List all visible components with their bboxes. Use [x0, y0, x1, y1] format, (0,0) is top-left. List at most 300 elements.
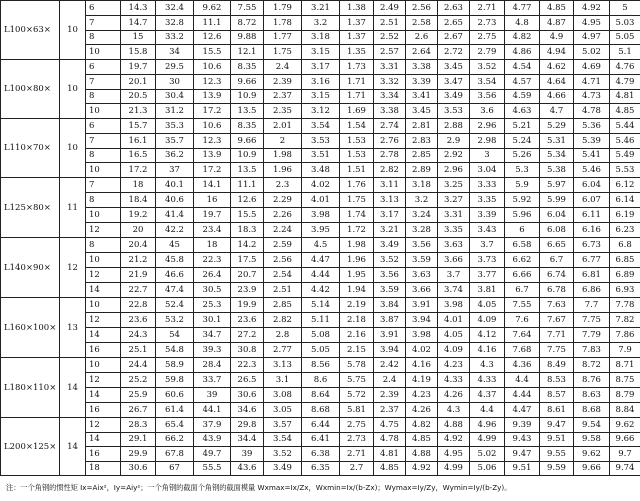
value-cell: 12.3 [194, 74, 231, 89]
value-cell: 25.3 [194, 298, 231, 313]
value-cell: 2.6 [406, 30, 438, 45]
value-cell: 34 [156, 45, 194, 60]
value-cell: 4.81 [374, 447, 406, 462]
value-cell: 3.98 [302, 208, 340, 223]
value-cell: 2.82 [374, 163, 406, 178]
value-cell: 4.82 [406, 418, 438, 433]
value-cell: 4.4 [470, 403, 505, 418]
value-cell: 5.75 [340, 373, 374, 388]
value-cell: 9.55 [540, 447, 574, 462]
table-row [1, 313, 640, 328]
table-row [1, 343, 640, 358]
value-cell: 6.23 [610, 223, 640, 238]
value-cell: 22.3 [194, 253, 231, 268]
value-cell: 7.6 [505, 313, 540, 328]
value-cell: 6.11 [574, 208, 610, 223]
value-cell: 3.38 [374, 104, 406, 119]
value-cell: 4.78 [374, 432, 406, 447]
value-cell: 13.5 [231, 104, 264, 119]
value-cell: 1.75 [340, 193, 374, 208]
value-cell: 10.6 [194, 119, 231, 134]
value-cell: 10.6 [194, 60, 231, 75]
value-cell: 18.4 [121, 193, 156, 208]
value-cell: 7.64 [505, 328, 540, 343]
value-cell: 3.08 [264, 388, 302, 403]
value-cell: 39 [231, 447, 264, 462]
value-cell: 6.58 [505, 238, 540, 253]
value-cell: 3.52 [470, 60, 505, 75]
value-cell: 2.9 [438, 133, 470, 148]
table-row [1, 133, 640, 148]
value-cell: 6.93 [610, 283, 640, 298]
value-cell: 2.71 [340, 447, 374, 462]
value-cell: 2.37 [264, 89, 302, 104]
table-row [1, 208, 640, 223]
table-row [1, 298, 640, 313]
value-cell: 9.43 [505, 432, 540, 447]
value-cell: 3.77 [470, 268, 505, 283]
value-cell: 1.73 [340, 60, 374, 75]
value-cell: 6.85 [610, 253, 640, 268]
value-cell: 3.24 [406, 208, 438, 223]
value-cell: 4.05 [438, 328, 470, 343]
value-cell: 8.53 [540, 373, 574, 388]
value-cell: 3.48 [302, 163, 340, 178]
value-cell: 24.4 [121, 358, 156, 373]
value-cell: 8.84 [610, 403, 640, 418]
value-cell: 3.31 [438, 208, 470, 223]
value-cell: 4.01 [438, 313, 470, 328]
value-cell: 5.97 [540, 178, 574, 193]
value-cell: 4.73 [574, 89, 610, 104]
value-cell: 15.8 [121, 45, 156, 60]
value-cell: 3.1 [264, 373, 302, 388]
value-cell: 29.1 [121, 432, 156, 447]
value-cell: 2.59 [264, 238, 302, 253]
value-cell: 30.4 [156, 89, 194, 104]
thickness-cell: 12 [86, 418, 121, 433]
value-cell: 1.74 [340, 208, 374, 223]
value-cell: 3.66 [438, 253, 470, 268]
table-row [1, 1, 640, 16]
value-cell: 5.92 [505, 193, 540, 208]
value-cell: 4.23 [406, 388, 438, 403]
value-cell: 34.4 [231, 432, 264, 447]
value-cell: 3.51 [302, 148, 340, 163]
thickness-cell: 6 [86, 119, 121, 134]
value-cell: 4.99 [438, 461, 470, 476]
value-cell: 7.75 [574, 313, 610, 328]
value-cell: 1.69 [340, 104, 374, 119]
value-cell: 15 [121, 30, 156, 45]
value-cell: 4.88 [406, 447, 438, 462]
table-row [1, 193, 640, 208]
value-cell: 6.14 [610, 193, 640, 208]
value-cell: 40.6 [156, 193, 194, 208]
value-cell: 21.2 [121, 253, 156, 268]
value-cell: 4.92 [574, 1, 610, 16]
value-cell: 4.64 [540, 74, 574, 89]
value-cell: 7.75 [540, 343, 574, 358]
value-cell: 4.23 [438, 358, 470, 373]
value-cell: 4.37 [470, 388, 505, 403]
value-cell: 7.55 [231, 1, 264, 16]
value-cell: 25.9 [121, 388, 156, 403]
value-cell: 9.58 [574, 432, 610, 447]
value-cell: 65.4 [156, 418, 194, 433]
value-cell: 44.1 [194, 403, 231, 418]
value-cell: 4.92 [438, 432, 470, 447]
value-cell: 4.87 [540, 15, 574, 30]
table-row [1, 388, 640, 403]
table-row [1, 253, 640, 268]
value-cell: 3.13 [374, 193, 406, 208]
thickness-cell: 12 [86, 223, 121, 238]
value-cell: 2.71 [470, 1, 505, 16]
value-cell: 9.39 [505, 418, 540, 433]
value-cell: 3.41 [406, 89, 438, 104]
value-cell: 20.5 [121, 89, 156, 104]
value-cell: 1.96 [264, 163, 302, 178]
value-cell: 1.76 [340, 178, 374, 193]
value-cell: 32.8 [156, 15, 194, 30]
value-cell: 2.81 [406, 119, 438, 134]
value-cell: 67 [156, 461, 194, 476]
value-cell: 2.7 [340, 461, 374, 476]
value-cell: 3.98 [406, 328, 438, 343]
value-cell: 2.39 [264, 74, 302, 89]
thickness-cell: 14 [86, 432, 121, 447]
value-cell: 21.3 [121, 104, 156, 119]
value-cell: 2.63 [438, 1, 470, 16]
value-cell: 15.7 [121, 119, 156, 134]
value-cell: 5.38 [540, 163, 574, 178]
table-row [1, 403, 640, 418]
thickness-cell: 8 [86, 89, 121, 104]
table-row [1, 373, 640, 388]
value-cell: 4.09 [438, 343, 470, 358]
thickness-cell: 10 [86, 45, 121, 60]
value-cell: 3.56 [406, 238, 438, 253]
value-cell: 67.8 [156, 447, 194, 462]
value-cell: 4.63 [505, 104, 540, 119]
value-cell: 5.11 [302, 313, 340, 328]
value-cell: 3.91 [374, 328, 406, 343]
value-cell: 5.81 [340, 403, 374, 418]
value-cell: 31.2 [156, 104, 194, 119]
value-cell: 9.54 [574, 418, 610, 433]
value-cell: 5.72 [340, 388, 374, 403]
value-cell: 1.96 [340, 253, 374, 268]
thickness-cell: 16 [86, 343, 121, 358]
value-cell: 3.33 [470, 178, 505, 193]
value-cell: 4.4 [505, 373, 540, 388]
value-cell: 1.94 [340, 283, 374, 298]
value-cell: 8.68 [302, 403, 340, 418]
value-cell: 3.54 [470, 74, 505, 89]
value-cell: 9.88 [231, 30, 264, 45]
value-cell: 20.7 [231, 268, 264, 283]
value-cell: 14.3 [121, 1, 156, 16]
table-row [1, 432, 640, 447]
table-row [1, 15, 640, 30]
table-row [1, 89, 640, 104]
value-cell: 6.44 [302, 418, 340, 433]
value-cell: 4.66 [540, 89, 574, 104]
value-cell: 3.43 [470, 223, 505, 238]
value-cell: 40.1 [156, 178, 194, 193]
thickness-cell: 14 [86, 388, 121, 403]
value-cell: 25.2 [121, 373, 156, 388]
value-cell: 30 [156, 74, 194, 89]
value-cell: 6.86 [574, 283, 610, 298]
value-cell: 5.05 [302, 343, 340, 358]
value-cell: 2.88 [438, 119, 470, 134]
table-row [1, 461, 640, 476]
value-cell: 1.53 [340, 133, 374, 148]
value-cell: 2.58 [406, 15, 438, 30]
section-size-cell: L200×125× [1, 418, 60, 476]
value-cell: 2.39 [374, 388, 406, 403]
value-cell: 6.65 [540, 238, 574, 253]
value-cell: 32.4 [156, 1, 194, 16]
thickness-cell: 8 [86, 148, 121, 163]
table-row [1, 60, 640, 75]
value-cell: 1.35 [340, 45, 374, 60]
value-cell: 4.59 [505, 89, 540, 104]
value-cell: 4.5 [302, 238, 340, 253]
value-cell: 41.4 [156, 208, 194, 223]
value-cell: 2.75 [340, 418, 374, 433]
value-cell: 3.16 [302, 74, 340, 89]
value-cell: 7.7 [574, 298, 610, 313]
table-row [1, 45, 640, 60]
section-size-cell: L110×70× [1, 119, 60, 178]
value-cell: 3.17 [302, 60, 340, 75]
value-cell: 17.2 [194, 163, 231, 178]
value-cell: 4.26 [438, 388, 470, 403]
value-cell: 6.41 [302, 432, 340, 447]
thickness-cell: 10 [86, 358, 121, 373]
value-cell: 18 [194, 238, 231, 253]
value-cell: 5.29 [540, 119, 574, 134]
value-cell: 5.96 [505, 208, 540, 223]
value-cell: 28.3 [121, 418, 156, 433]
value-cell: 4.44 [302, 268, 340, 283]
value-cell: 4.71 [574, 74, 610, 89]
value-cell: 3.53 [438, 104, 470, 119]
value-cell: 4.99 [470, 432, 505, 447]
value-cell: 4.85 [540, 1, 574, 16]
thickness-cell: 6 [86, 60, 121, 75]
value-cell: 33.7 [194, 373, 231, 388]
thickness-cell: 16 [86, 403, 121, 418]
value-cell: 27.2 [231, 328, 264, 343]
value-cell: 3.59 [374, 283, 406, 298]
radius-cell: 11 [60, 178, 86, 238]
value-cell: 3.2 [406, 193, 438, 208]
value-cell: 30.1 [194, 313, 231, 328]
value-cell: 30.8 [231, 343, 264, 358]
value-cell: 9.7 [610, 447, 640, 462]
value-cell: 58.9 [156, 358, 194, 373]
value-cell: 8.64 [302, 388, 340, 403]
value-cell: 46.6 [156, 268, 194, 283]
value-cell: 1.38 [340, 1, 374, 16]
value-cell: 9.66 [610, 432, 640, 447]
table-row [1, 268, 640, 283]
value-cell: 1.54 [340, 119, 374, 134]
value-cell: 6.07 [574, 193, 610, 208]
value-cell: 16 [194, 193, 231, 208]
value-cell: 1.71 [340, 89, 374, 104]
value-cell: 18.3 [231, 223, 264, 238]
value-cell: 4.95 [574, 15, 610, 30]
value-cell: 3.73 [470, 253, 505, 268]
value-cell: 3.47 [438, 74, 470, 89]
value-cell: 3.57 [264, 418, 302, 433]
value-cell: 7.67 [540, 313, 574, 328]
thickness-cell: 10 [86, 163, 121, 178]
value-cell: 37.9 [194, 418, 231, 433]
value-cell: 2.57 [374, 45, 406, 60]
value-cell: 2.72 [438, 45, 470, 60]
value-cell: 8.61 [540, 403, 574, 418]
value-cell: 3.31 [374, 60, 406, 75]
value-cell: 23.4 [194, 223, 231, 238]
value-cell: 3.18 [302, 30, 340, 45]
value-cell: 6.81 [574, 268, 610, 283]
value-cell: 2.67 [438, 30, 470, 45]
value-cell: 2.35 [264, 104, 302, 119]
value-cell: 8.35 [231, 119, 264, 134]
value-cell: 4.95 [438, 447, 470, 462]
value-cell: 9.62 [574, 447, 610, 462]
value-cell: 1.71 [340, 74, 374, 89]
value-cell: 5.24 [505, 133, 540, 148]
value-cell: 4.02 [406, 343, 438, 358]
thickness-cell: 6 [86, 1, 121, 16]
value-cell: 12.6 [231, 193, 264, 208]
value-cell: 21.9 [121, 268, 156, 283]
value-cell: 5.34 [540, 148, 574, 163]
value-cell: 6.38 [302, 447, 340, 462]
value-cell: 7.78 [610, 298, 640, 313]
value-cell: 26.4 [194, 268, 231, 283]
value-cell: 4.85 [374, 461, 406, 476]
value-cell: 17.2 [194, 104, 231, 119]
table-row [1, 30, 640, 45]
table-row [1, 358, 640, 373]
table-row [1, 328, 640, 343]
value-cell: 2.19 [340, 298, 374, 313]
value-cell: 39 [194, 388, 231, 403]
value-cell: 3.98 [438, 298, 470, 313]
value-cell: 9.62 [194, 1, 231, 16]
table-row [1, 178, 640, 193]
value-cell: 4.76 [610, 60, 640, 75]
value-cell: 3.56 [470, 89, 505, 104]
value-cell: 22.7 [121, 283, 156, 298]
value-cell: 2.64 [406, 45, 438, 60]
value-cell: 4.94 [540, 45, 574, 60]
value-cell: 52.4 [156, 298, 194, 313]
value-cell: 35.7 [156, 133, 194, 148]
value-cell: 16.1 [121, 133, 156, 148]
value-cell: 3.94 [374, 343, 406, 358]
thickness-cell: 10 [86, 298, 121, 313]
value-cell: 2.4 [374, 373, 406, 388]
value-cell: 30.6 [231, 388, 264, 403]
value-cell: 6.35 [302, 461, 340, 476]
value-cell: 9.62 [610, 418, 640, 433]
value-cell: 14.1 [194, 178, 231, 193]
thickness-cell: 10 [86, 253, 121, 268]
value-cell: 5.3 [505, 163, 540, 178]
value-cell: 5.05 [610, 30, 640, 45]
value-cell: 8.72 [231, 15, 264, 30]
value-cell: 3.49 [438, 89, 470, 104]
value-cell: 54 [156, 328, 194, 343]
value-cell: 20 [121, 223, 156, 238]
value-cell: 3.25 [438, 178, 470, 193]
value-cell: 26.5 [231, 373, 264, 388]
value-cell: 3.54 [302, 119, 340, 134]
value-cell: 2.82 [264, 313, 302, 328]
value-cell: 3.2 [302, 15, 340, 30]
thickness-cell: 16 [86, 447, 121, 462]
value-cell: 7.82 [610, 313, 640, 328]
radius-cell: 14 [60, 358, 86, 418]
value-cell: 3.94 [406, 313, 438, 328]
value-cell: 4.09 [470, 313, 505, 328]
value-cell: 3.54 [264, 432, 302, 447]
value-cell: 12.3 [194, 133, 231, 148]
value-cell: 4.19 [406, 373, 438, 388]
value-cell: 3.63 [438, 238, 470, 253]
value-cell: 8.75 [610, 373, 640, 388]
value-cell: 3.34 [374, 89, 406, 104]
value-cell: 6.08 [540, 223, 574, 238]
value-cell: 4.3 [438, 403, 470, 418]
thickness-cell: 7 [86, 133, 121, 148]
value-cell: 12.6 [194, 30, 231, 45]
value-cell: 2.29 [264, 193, 302, 208]
thickness-cell: 7 [86, 178, 121, 193]
value-cell: 33.2 [156, 30, 194, 45]
value-cell: 4.44 [505, 388, 540, 403]
value-cell: 1.75 [264, 45, 302, 60]
footnote: 注：一个角钢的惯性矩 Ix=Aix²，Iy=Aiy²；一个角钢的截面个角钢的截面模量 Wxmax=Ix/Zx，Wxmin=Ix/(b-Zx)；Wymax=Iy/Zy，Wymin=Iy/(b-Zy)。 [6, 483, 512, 492]
value-cell: 7.63 [540, 298, 574, 313]
value-cell: 2.98 [470, 133, 505, 148]
value-cell: 4.62 [540, 60, 574, 75]
value-cell: 7.79 [574, 328, 610, 343]
value-cell: 34.7 [194, 328, 231, 343]
table-row [1, 119, 640, 134]
table-row [1, 148, 640, 163]
value-cell: 22.3 [231, 358, 264, 373]
value-cell: 4.54 [505, 60, 540, 75]
value-cell: 5.78 [340, 358, 374, 373]
value-cell: 9.47 [540, 418, 574, 433]
radius-cell: 10 [60, 1, 86, 60]
value-cell: 9.66 [231, 133, 264, 148]
value-cell: 45.8 [156, 253, 194, 268]
value-cell: 4.79 [610, 74, 640, 89]
value-cell: 30.5 [194, 283, 231, 298]
value-cell: 10.9 [231, 89, 264, 104]
